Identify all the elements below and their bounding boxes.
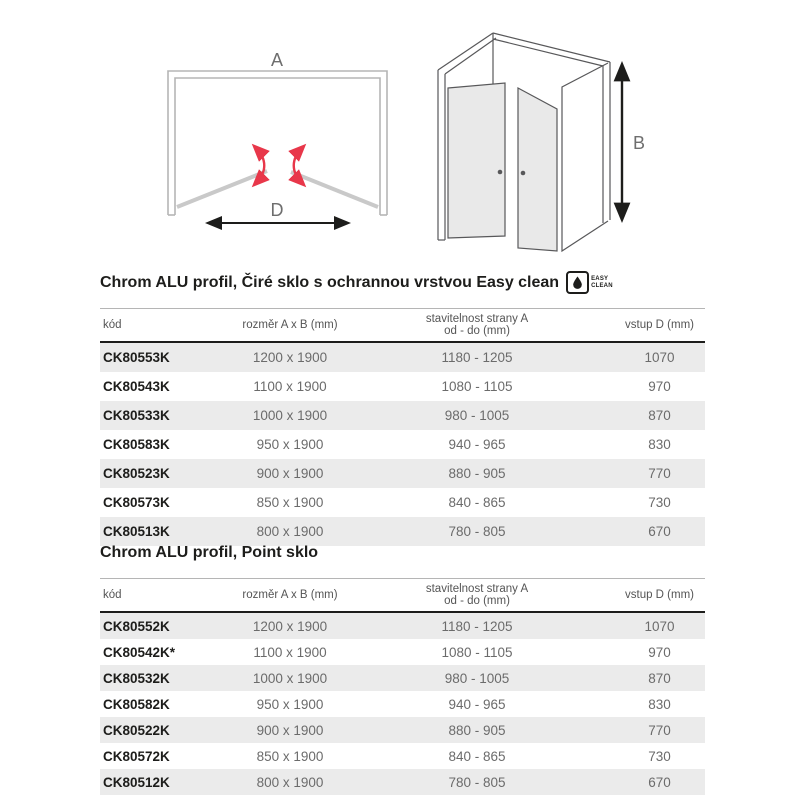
- door-knob-icon: [521, 171, 526, 176]
- table-row: [100, 372, 705, 401]
- table-row: [100, 769, 705, 795]
- front-view-diagram: [150, 48, 400, 233]
- cell-rozmer: 950 x 1900: [256, 696, 324, 712]
- easy-clean-drop-icon: [566, 271, 589, 294]
- cell-rozmer: 1100 x 1900: [253, 379, 327, 394]
- cell-vstup: 1070: [644, 618, 675, 634]
- cell-vstup: 970: [648, 644, 671, 660]
- cell-kod: CK80582K: [103, 696, 170, 712]
- cell-kod: CK80542K*: [103, 644, 176, 660]
- section-2-title-text: Chrom ALU profil, Point sklo: [100, 544, 319, 561]
- column-header-vstup: vstup D (mm): [625, 318, 694, 331]
- door-panels-perspective: [448, 83, 557, 251]
- cell-rozmer: 800 x 1900: [256, 524, 324, 539]
- cell-kod: CK80573K: [103, 495, 170, 510]
- cell-rozmer: 1200 x 1900: [252, 618, 328, 634]
- cell-rozmer: 900 x 1900: [256, 722, 324, 738]
- cell-stavitelnost: 1180 - 1205: [441, 618, 513, 634]
- cell-stavitelnost: 1080 - 1105: [441, 644, 513, 660]
- spec-table-point-sklo: [100, 578, 705, 795]
- dimension-label-a: A: [270, 50, 284, 70]
- spec-table-easy-clean: [100, 308, 705, 546]
- easy-clean-badge-label: EASY CLEAN: [591, 276, 613, 289]
- cell-stavitelnost: 880 - 905: [448, 722, 506, 738]
- cell-vstup: 670: [648, 774, 671, 790]
- cell-kod: CK80532K: [103, 670, 170, 686]
- column-header-vstup: vstup D (mm): [625, 588, 694, 601]
- cell-vstup: 730: [648, 748, 671, 764]
- pivot-arrows-icon: [256, 148, 302, 183]
- table-body: [100, 343, 705, 546]
- cell-stavitelnost: 1080 - 1105: [441, 379, 513, 394]
- table-header: [100, 308, 705, 343]
- cell-vstup: 870: [648, 408, 671, 423]
- cell-kod: CK80523K: [103, 466, 170, 481]
- cell-kod: CK80543K: [103, 379, 170, 394]
- cell-vstup: 830: [648, 437, 671, 452]
- cell-stavitelnost: 780 - 805: [448, 524, 506, 539]
- cell-kod: CK80533K: [103, 408, 170, 423]
- section-title-point-sklo: [100, 544, 318, 562]
- frame-outline: [168, 71, 387, 215]
- table-row: [100, 717, 705, 743]
- dimension-label-b: B: [633, 133, 646, 153]
- table-row: [100, 401, 705, 430]
- table-row: [100, 430, 705, 459]
- dimension-label-d: D: [270, 200, 284, 220]
- section-1-title-text: Chrom ALU profil, Čiré sklo s ochrannou vrstvou Easy clean: [100, 273, 560, 291]
- cell-vstup: 670: [648, 524, 671, 539]
- perspective-diagram: [432, 25, 654, 260]
- table-row: [100, 665, 705, 691]
- cell-vstup: 730: [648, 495, 671, 510]
- cell-rozmer: 900 x 1900: [256, 466, 324, 481]
- cell-vstup: 1070: [644, 350, 675, 365]
- cell-stavitelnost: 780 - 805: [448, 774, 506, 790]
- table-row: [100, 639, 705, 665]
- column-header-rozmer: rozměr A x B (mm): [242, 318, 338, 331]
- cell-vstup: 770: [648, 466, 671, 481]
- table-row: [100, 517, 705, 546]
- cell-rozmer: 950 x 1900: [256, 437, 324, 452]
- cell-stavitelnost: 840 - 865: [448, 495, 506, 510]
- cell-vstup: 970: [648, 379, 671, 394]
- cell-rozmer: 850 x 1900: [256, 748, 324, 764]
- column-header-rozmer: rozměr A x B (mm): [242, 588, 338, 601]
- cell-kod: CK80553K: [103, 350, 170, 365]
- cell-kod: CK80572K: [103, 748, 170, 764]
- cell-vstup: 870: [648, 670, 671, 686]
- column-header-stavitelnost: stavitelnost strany A od - do (mm): [425, 582, 529, 607]
- cell-vstup: 770: [648, 722, 671, 738]
- table-row: [100, 743, 705, 769]
- cell-vstup: 830: [648, 696, 671, 712]
- cell-stavitelnost: 940 - 965: [448, 696, 506, 712]
- cell-stavitelnost: 940 - 965: [448, 437, 506, 452]
- cell-rozmer: 850 x 1900: [256, 495, 324, 510]
- table-row: [100, 613, 705, 639]
- cell-rozmer: 800 x 1900: [256, 774, 324, 790]
- cell-rozmer: 1100 x 1900: [253, 644, 327, 660]
- cell-stavitelnost: 1180 - 1205: [441, 350, 513, 365]
- column-header-stavitelnost: stavitelnost strany A od - do (mm): [425, 312, 529, 337]
- cell-stavitelnost: 980 - 1005: [444, 670, 510, 686]
- cell-rozmer: 1000 x 1900: [252, 408, 328, 423]
- section-title-easy-clean: [100, 271, 613, 294]
- cell-stavitelnost: 880 - 905: [448, 466, 506, 481]
- table-row: [100, 343, 705, 372]
- column-header-kod: kód: [103, 588, 122, 601]
- cell-rozmer: 1200 x 1900: [252, 350, 328, 365]
- cell-kod: CK80512K: [103, 774, 170, 790]
- cell-kod: CK80583K: [103, 437, 170, 452]
- table-row: [100, 459, 705, 488]
- table-body: [100, 613, 705, 795]
- cell-stavitelnost: 980 - 1005: [444, 408, 510, 423]
- cell-kod: CK80522K: [103, 722, 170, 738]
- table-row: [100, 691, 705, 717]
- easy-clean-badge: [566, 271, 613, 294]
- column-header-kod: kód: [103, 318, 122, 331]
- cell-stavitelnost: 840 - 865: [448, 748, 506, 764]
- table-header: [100, 578, 705, 613]
- door-knob-icon: [498, 170, 503, 175]
- cell-kod: CK80552K: [103, 618, 170, 634]
- cell-rozmer: 1000 x 1900: [252, 670, 328, 686]
- table-row: [100, 488, 705, 517]
- cell-kod: CK80513K: [103, 524, 170, 539]
